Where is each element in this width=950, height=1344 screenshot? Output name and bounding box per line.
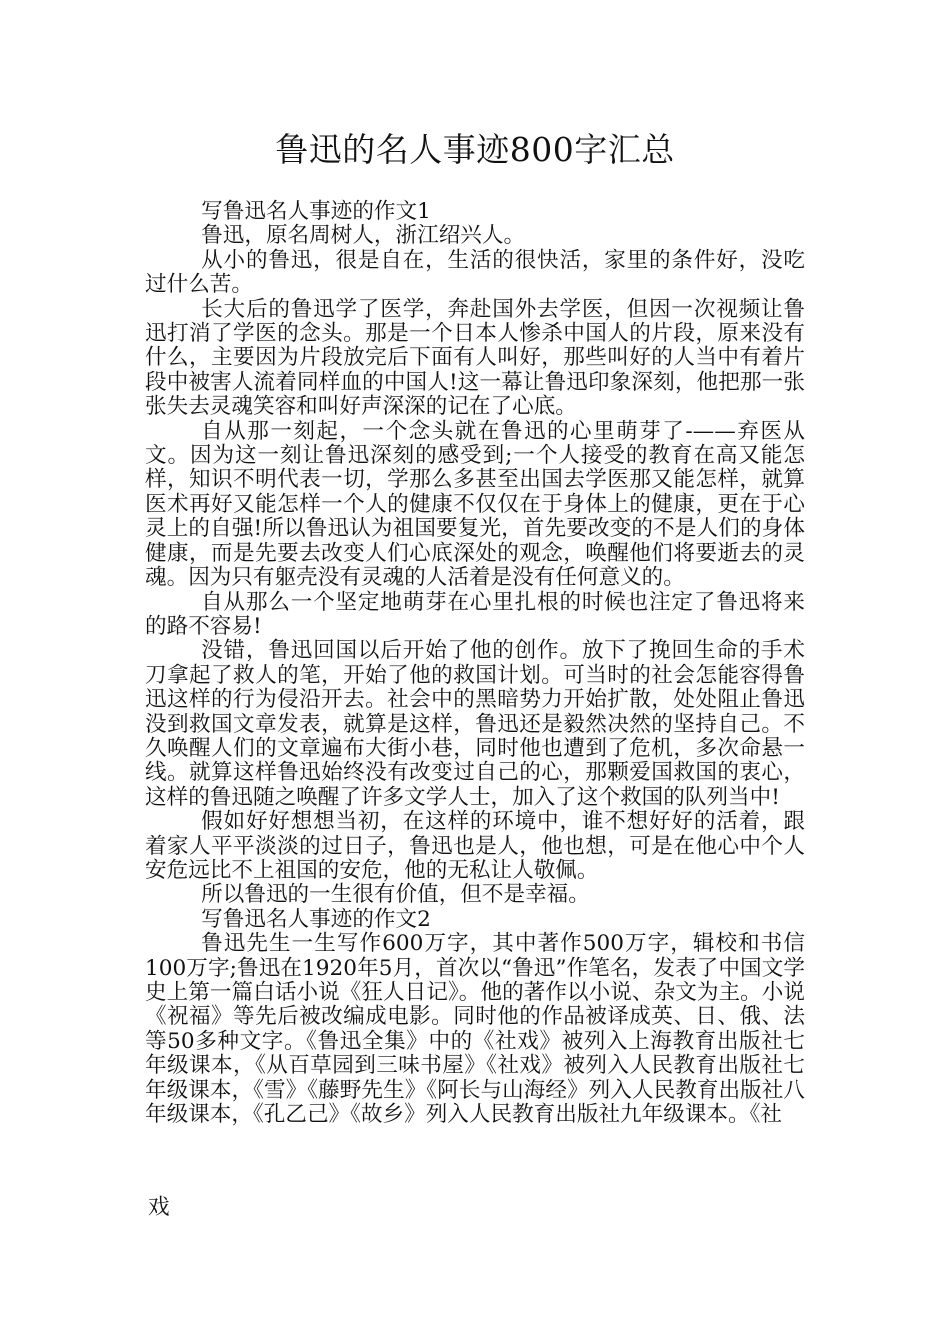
paragraph: 从小的鲁迅，很是自在，生活的很快活，家里的条件好，没吃过什么苦。 [145, 247, 805, 298]
paragraph: 鲁迅先生一生写作600万字，其中著作500万字，辑校和书信100万字;鲁迅在1920年5月，首次以“鲁迅”作笔名，发表了中国文学史上第一篇白话小说《狂人日记》。他的著作以小说、杂文为主。小说《祝福》等先后被改编成电影。同时他的作品被译成英、日、俄、法等50多种文字。《鲁迅全集》中的《社戏》被列入上海教育出版社七年级课本，《从百草园到三味书屋》《社戏》被列入人民教育出版社七年级课本，《雪》《藤野先生》《阿长与山海经》列入人民教育出版社八年级课本，《孔乙己》《故乡》列入人民教育出版社九年级课本。《社 [145, 931, 805, 1128]
paragraph: 自从那么一个坚定地萌芽在心里扎根的时候也注定了鲁迅将来的路不容易! [145, 589, 805, 639]
paragraph: 鲁迅，原名周树人，浙江绍兴人。 [201, 223, 526, 249]
paragraph: 自从那一刻起，一个念头就在鲁迅的心里萌芽了-——弃医从文。因为这一刻让鲁迅深刻的感受到;一个人接受的教育在高又能怎样，知识不明代表一切，学那么多甚至出国去学医那又能怎样，就算医术再好又能怎样一个人的健康不仅仅在于身体上的健康，更在于心灵上的自强!所以鲁迅认为祖国要复光，首先要改变的不是人们的身体健康，而是先要去改变人们心底深处的观念，唤醒他们将要逝去的灵魂。因为只有躯壳没有灵魂的人活着是没有任何意义的。 [145, 418, 805, 591]
paragraph: 长大后的鲁迅学了医学，奔赴国外去学医，但因一次视频让鲁迅打消了学医的念头。那是一个日本人惨杀中国人的片段，原来没有什么，主要因为片段放完后下面有人叫好，那些叫好的人当中有着片段中被害人流着同样血的中国人!这一幕让鲁迅印象深刻，他把那一张张失去灵魂笑容和叫好声深深的记在了心底。 [145, 296, 805, 420]
paragraph-heading-1: 写鲁迅名人事迹的作文1 [201, 199, 431, 224]
document-title: 鲁迅的名人事迹800字汇总 [275, 130, 675, 169]
paragraph-heading-2: 写鲁迅名人事迹的作文2 [201, 906, 431, 932]
paragraph: 所以鲁迅的一生很有价值，但不是幸福。 [201, 882, 590, 908]
paragraph: 没错，鲁迅回国以后开始了他的创作。放下了挽回生命的手术刀拿起了救人的笔，开始了他的救国计划。可当时的社会怎能容得鲁迅这样的行为侵沿开去。社会中的黑暗势力开始扩散，处处阻止鲁迅没到救国文章发表，就算是这样，鲁迅还是毅然决然的坚持自己。不久唤醒人们的文章遍布大街小巷，同时他也遭到了危机，多次命悬一线。就算这样鲁迅始终没有改变过自己的心，那颗爱国救国的衷心，这样的鲁迅随之唤醒了许多文学人士，加入了这个救国的队列当中! [145, 638, 805, 810]
paragraph: 假如好好想想当初，在这样的环境中，谁不想好好的活着，跟着家人平平淡淡的过日子，鲁迅也是人，他也想，可是在他心中个人安危远比不上祖国的安危，他的无私让人敬佩。 [145, 809, 805, 883]
page-tail-fragment: 戏 [148, 1195, 170, 1220]
document-body [145, 200, 805, 1127]
